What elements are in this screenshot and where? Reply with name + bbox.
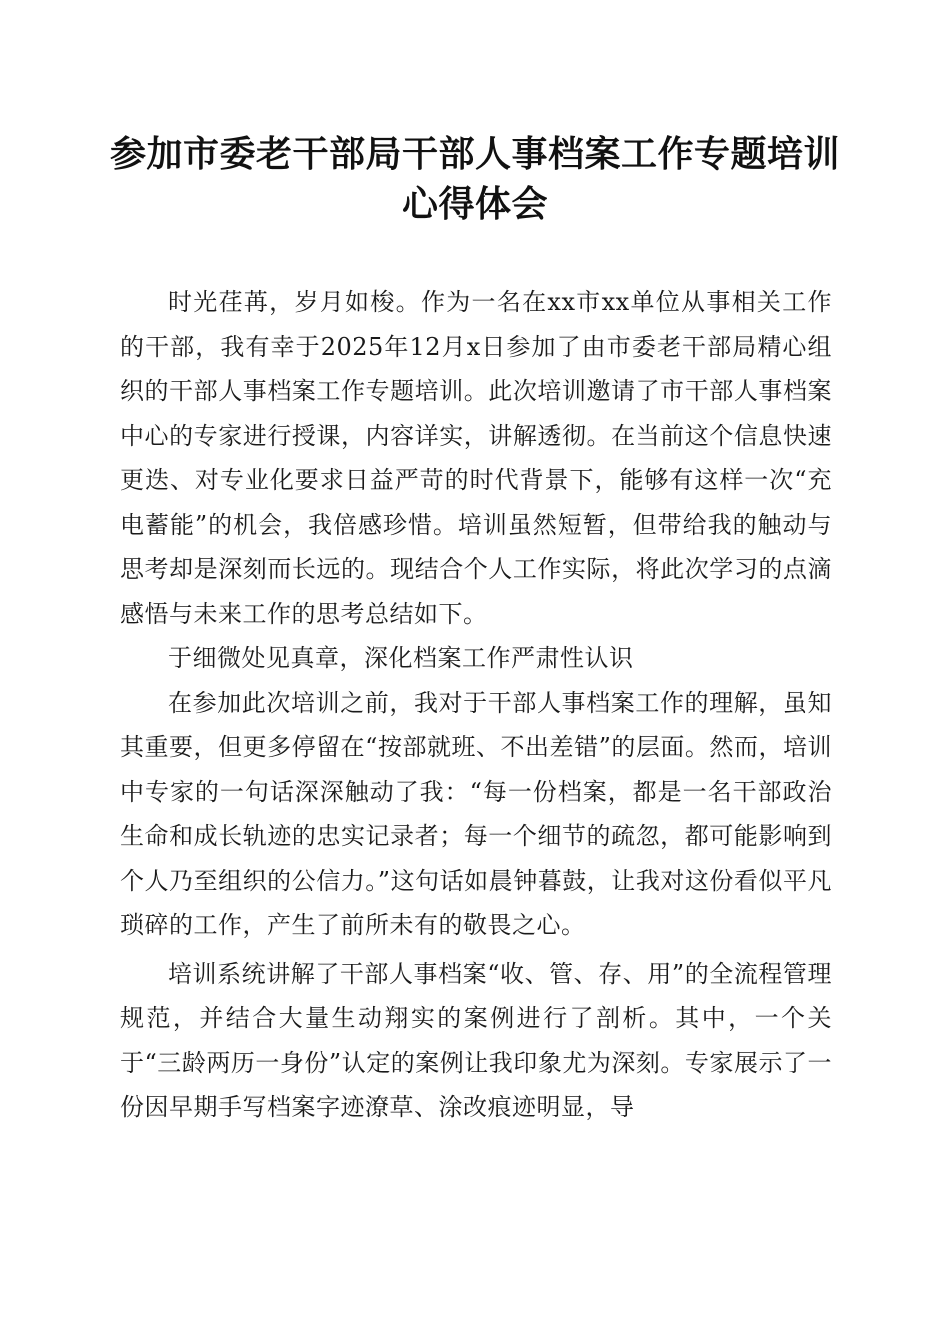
document-body — [120, 280, 832, 1130]
paragraph-understanding: 在参加此次培训之前，我对于干部人事档案工作的理解，虽知其重要，但更多停留在“按部就班、不出差错”的层面。然而，培训中专家的一句话深深触动了我：“每一份档案，都是一名干部政治生命和成长轨迹的忠实记录者；每一个细节的疏忽，都可能影响到个人乃至组织的公信力。”这句话如晨钟暮鼓，让我对这份看似平凡琐碎的工作，产生了前所未有的敬畏之心。 — [120, 688, 832, 939]
paragraph-section-heading: 于细微处见真章，深化档案工作严肃性认识 — [168, 644, 634, 672]
paragraph-intro: 时光荏苒，岁月如梭。作为一名在xx市xx单位从事相关工作的干部，我有幸于2025年12月x日参加了由市委老干部局精心组织的干部人事档案工作专题培训。此次培训邀请了市干部人事档案中心的专家进行授课，内容详实，讲解透彻。在当前这个信息快速更迭、对专业化要求日益严苛的时代背景下，能够有这样一次“充电蓄能”的机会，我倍感珍惜。培训虽然短暂，但带给我的触动与思考却是深刻而长远的。现结合个人工作实际，将此次学习的点滴感悟与未来工作的思考总结如下。 — [120, 288, 832, 628]
document-title: 参加市委老干部局干部人事档案工作专题培训心得体会 — [110, 134, 841, 225]
paragraph-training-content: 培训系统讲解了干部人事档案“收、管、存、用”的全流程管理规范，并结合大量生动翔实的案例进行了剖析。其中，一个关于“三龄两历一身份”认定的案例让我印象尤为深刻。专家展示了一份因早期手写档案字迹潦草、涂改痕迹明显，导 — [120, 959, 832, 1121]
